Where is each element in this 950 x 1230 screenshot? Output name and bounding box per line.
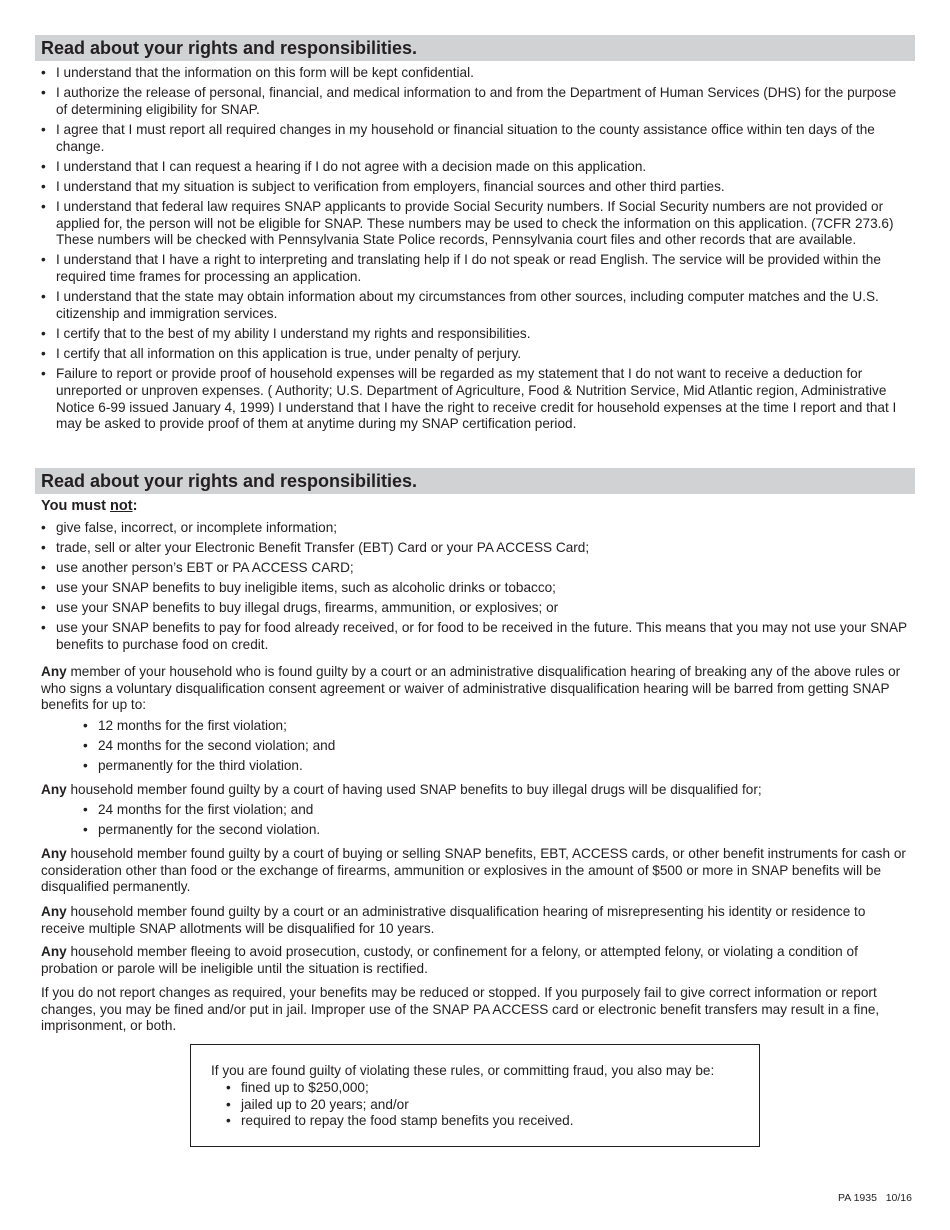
rights-item: • Failure to report or provide proof of household expenses will be regarded as my statement that I do not want to receive a deduction for unreported or unproven expenses. ( Authority; U.S. Department of Agriculture, Food & Nutrition Service, Mid Atlantic region, Administrative Notice 6-99 issued January 4, 1999) I understand that I have the right to receive credit for household expenses at the time I report and that I may be asked to provide proof of them at anytime during my SNAP certification period. xyxy=(41,366,911,433)
illegal-drugs-periods-list xyxy=(83,802,483,842)
rights-item: • I understand that my situation is subject to verification from employers, financial sources and other third parties. xyxy=(41,179,911,196)
must-not-item: • use another person’s EBT or PA ACCESS CARD; xyxy=(41,560,911,577)
must-not-item: • give false, incorrect, or incomplete information; xyxy=(41,520,911,537)
fraud-penalty-item: • jailed up to 20 years; and/or xyxy=(226,1097,726,1114)
fraud-warning-intro: If you are found guilty of violating these rules, or committing fraud, you also may be: xyxy=(211,1063,715,1078)
rights-item: • I certify that to the best of my ability I understand my rights and responsibilities. xyxy=(41,326,911,343)
illegal-drugs-paragraph: Any household member found guilty by a court of having used SNAP benefits to buy illegal drugs will be disqualified for; xyxy=(41,782,762,797)
period-item: • permanently for the second violation. xyxy=(83,822,483,839)
fraud-penalty-item: • fined up to $250,000; xyxy=(226,1080,726,1097)
rights-item: • I understand that the state may obtain information about my circumstances from other sources, including computer matches and the U.S. citizenship and immigration services. xyxy=(41,289,911,322)
must-not-item: • use your SNAP benefits to buy ineligible items, such as alcoholic drinks or tobacco; xyxy=(41,580,911,597)
penalties-paragraph: If you do not report changes as required, your benefits may be reduced or stopped. If you purposely fail to give correct information or report changes, you may be fined and/or put in jail. Improper use of the SNAP PA ACCESS card or electronic benefit transfers may result in a fine, imprisonment, or both. xyxy=(41,985,880,1034)
rights-list xyxy=(41,65,911,436)
form-date: 10/16 xyxy=(885,1192,912,1204)
misrepresentation-paragraph: Any household member found guilty by a court or an administrative disqualification hearing of misrepresenting his identity or residence to receive multiple SNAP allotments will be disqualified for 10 years. xyxy=(41,904,866,936)
period-item: • 24 months for the first violation; and xyxy=(83,802,483,819)
form-number: PA 1935 xyxy=(838,1192,877,1204)
period-item: • 24 months for the second violation; and xyxy=(83,738,483,755)
fraud-penalty-list xyxy=(226,1080,726,1130)
period-item: • permanently for the third violation. xyxy=(83,758,483,775)
rights-item: • I certify that all information on this application is true, under penalty of perjury. xyxy=(41,346,911,363)
form-footer xyxy=(838,1192,912,1204)
rights-item: • I understand that federal law requires SNAP applicants to provide Social Security numbers. If Social Security numbers are not provided or applied for, the person will not be eligible for SNAP. These numbers may be used to check the information on this application. (7CFR 273.6) These numbers will be checked with Pennsylvania State Police records, Pennsylvania court files and other records that are available. xyxy=(41,199,911,249)
section-1-heading: Read about your rights and responsibilities. xyxy=(35,35,915,61)
fraud-penalty-item: • required to repay the food stamp benefits you received. xyxy=(226,1113,726,1130)
section-2-heading: Read about your rights and responsibilities. xyxy=(35,468,915,494)
rights-item: • I agree that I must report all required changes in my household or financial situation to the county assistance office within ten days of the change. xyxy=(41,122,911,155)
rights-item: • I understand that I have a right to interpreting and translating help if I do not speak or read English. The service will be provided within the required time frames for processing an application. xyxy=(41,252,911,285)
fraud-warning-box xyxy=(190,1044,760,1147)
disqualification-periods-list xyxy=(83,718,483,778)
must-not-item: • trade, sell or alter your Electronic Benefit Transfer (EBT) Card or your PA ACCESS Card; xyxy=(41,540,911,557)
must-not-list xyxy=(41,520,911,657)
must-not-item: • use your SNAP benefits to buy illegal drugs, firearms, ammunition, or explosives; or xyxy=(41,600,911,617)
trafficking-paragraph: Any household member found guilty by a court of buying or selling SNAP benefits, EBT, ACCESS cards, or other benefit instruments for cash or consideration other than food or the exchange of firearms, ammunition or explosives in the amount of $500 or more in SNAP benefits will be disqualified permanently. xyxy=(41,846,906,895)
rights-item: • I understand that the information on this form will be kept confidential. xyxy=(41,65,911,82)
must-not-item: • use your SNAP benefits to pay for food already received, or for food to be received in the future. This means that you may not use your SNAP benefits to purchase food on credit. xyxy=(41,620,911,653)
rights-item: • I understand that I can request a hearing if I do not agree with a decision made on this application. xyxy=(41,159,911,176)
must-not-heading: You must not: xyxy=(41,498,138,514)
period-item: • 12 months for the first violation; xyxy=(83,718,483,735)
disqualification-paragraph: Any member of your household who is found guilty by a court or an administrative disqualification hearing of breaking any of the above rules or who signs a voluntary disqualification consent agreement or waiver of administrative disqualification hearing will be barred from getting SNAP benefits for up to: xyxy=(41,664,901,713)
rights-item: • I authorize the release of personal, financial, and medical information to and from the Department of Human Services (DHS) for the purpose of determining eligibility for SNAP. xyxy=(41,85,911,118)
fleeing-felon-paragraph: Any household member fleeing to avoid prosecution, custody, or confinement for a felony, or attempted felony, or violating a condition of probation or parole will be ineligible until the situation is rectified. xyxy=(41,944,858,976)
